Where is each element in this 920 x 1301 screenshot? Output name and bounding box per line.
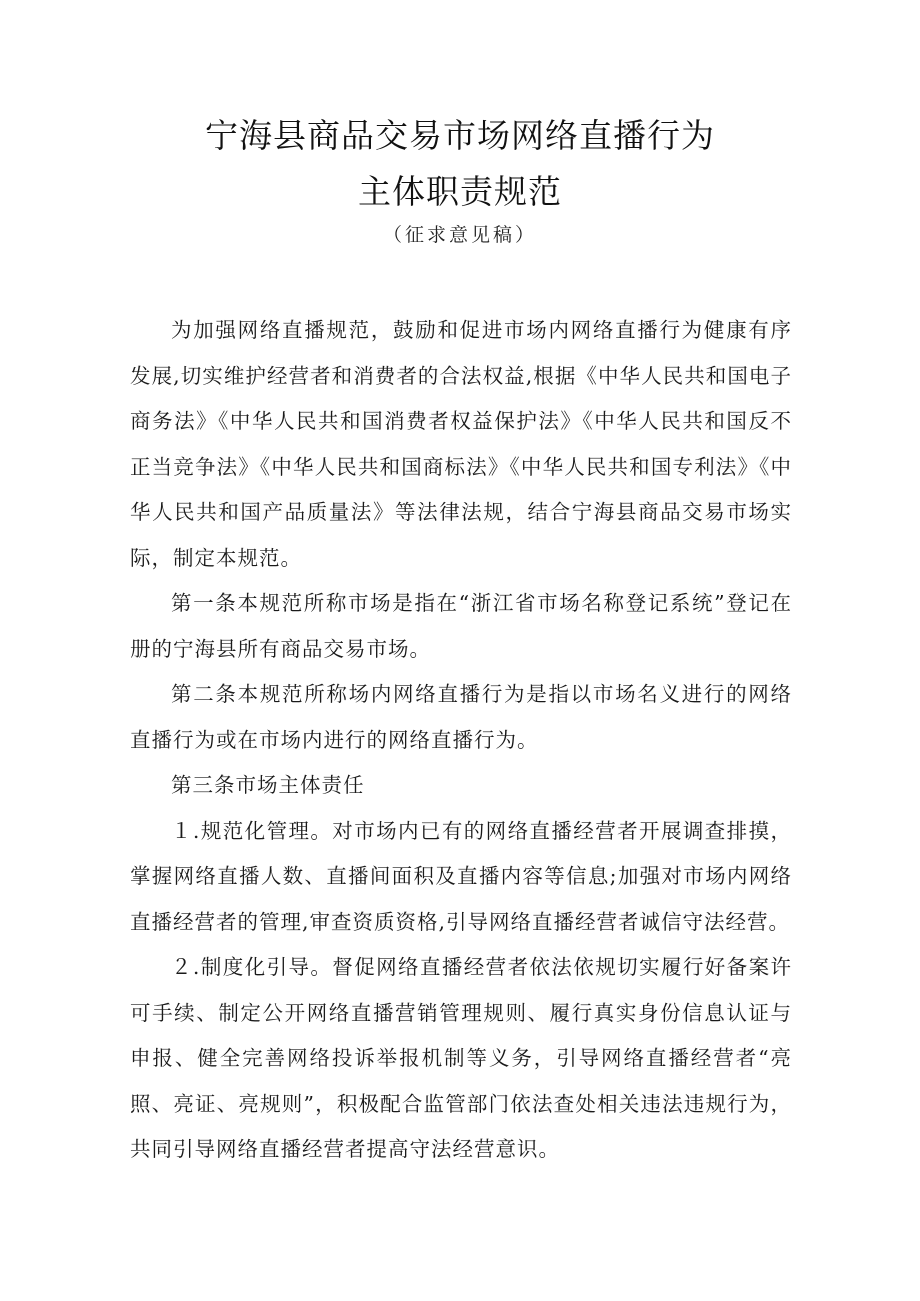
paragraph-article-1: 第一条本规范所称市场是指在“浙江省市场名称登记系统”登记在册的宁海县所有商品交易市场。 — [130, 591, 792, 661]
title-line-1: 宁海县商品交易市场网络直播行为 — [205, 116, 715, 155]
paragraph-preamble: 为加强网络直播规范，鼓励和促进市场内网络直播行为健康有序发展,切实维护经营者和消费者的合法权益,根据《中华人民共和国电子商务法》《中华人民共和国消费者权益保护法》《中华人民共和国反不正当竞争法》《中华人民共和国商标法》《中华人民共和国专利法》《中华人民共和国产品质量法》等法律法规，结合宁海县商品交易市场实际，制定本规范。 — [130, 318, 792, 570]
document-body — [130, 308, 792, 1173]
document-title — [0, 108, 920, 220]
paragraph-article-2: 第二条本规范所称场内网络直播行为是指以市场名义进行的网络直播行为或在市场内进行的网络直播行为。 — [130, 682, 792, 752]
paragraph-article-3-heading: 第三条市场主体责任 — [171, 773, 365, 797]
paragraph-item-1: １.规范化管理。对市场内已有的网络直播经营者开展调查排摸，掌握网络直播人数、直播间面积及直播内容等信息;加强对市场内网络直播经营者的管理,审查资质资格,引导网络直播经营者诚信守法经营。 — [130, 818, 792, 934]
paragraph-item-2: ２.制度化引导。督促网络直播经营者依法依规切实履行好备案许可手续、制定公开网络直播营销管理规则、履行真实身份信息认证与申报、健全完善网络投诉举报机制等义务，引导网络直播经营者“亮照、亮证、亮规则”，积极配合监管部门依法查处相关违法违规行为，共同引导网络直播经营者提高守法经营意识。 — [130, 955, 792, 1161]
document-subtitle: （征求意见稿） — [382, 224, 537, 246]
title-line-2: 主体职责规范 — [358, 172, 562, 211]
